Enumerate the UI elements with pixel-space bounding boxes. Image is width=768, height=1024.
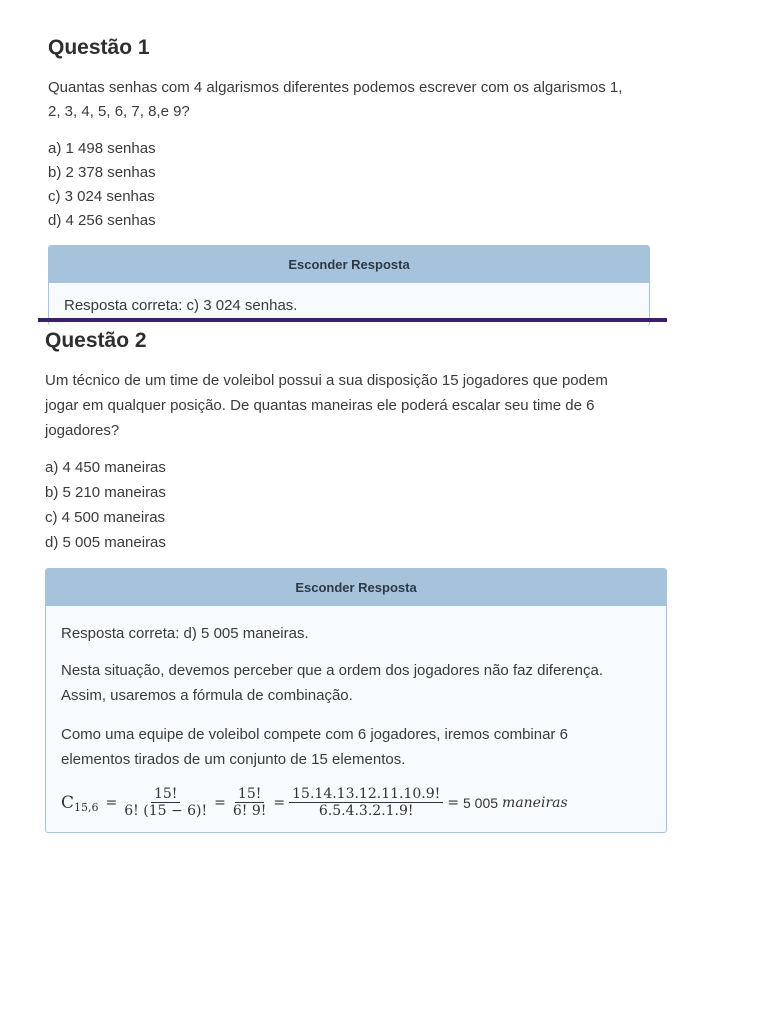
fraction-denominator: 6! 9!: [232, 803, 267, 819]
page-divider: [38, 318, 667, 322]
question-2-stem-line-3: jogadores?: [45, 422, 120, 439]
formula-equals: =: [447, 794, 459, 811]
combination-formula: [61, 786, 651, 819]
formula-fraction-2: [230, 786, 270, 819]
hide-answer-button[interactable]: Esconder Resposta: [49, 246, 649, 283]
question-2: [0, 324, 768, 844]
formula-equals: =: [105, 794, 118, 811]
explanation-2-line-1: Como uma equipe de voleibol compete com 6 jogadores, iremos combinar 6: [61, 726, 568, 743]
question-2-title: Questão 2: [45, 329, 147, 352]
fraction-denominator: 6.5.4.3.2.1.9!: [318, 803, 414, 819]
correct-answer-text: Resposta correta: c) 3 024 senhas.: [64, 297, 298, 314]
formula-equals: =: [214, 794, 226, 811]
option-b: b) 2 378 senhas: [48, 164, 156, 181]
correct-answer-text: Resposta correta: d) 5 005 maneiras.: [61, 625, 309, 642]
option-a: a) 4 450 maneiras: [45, 459, 166, 476]
explanation-2-line-2: elementos tirados de um conjunto de 15 elementos.: [61, 751, 406, 768]
question-2-stem-line-1: Um técnico de um time de voleibol possui a sua disposição 15 jogadores que podem: [45, 372, 608, 389]
explanation-1-line-1: Nesta situação, devemos perceber que a ordem dos jogadores não faz diferença.: [61, 662, 603, 679]
option-d: d) 4 256 senhas: [48, 212, 156, 229]
question-1-stem-line-1: Quantas senhas com 4 algarismos diferentes podemos escrever com os algarismos 1,: [48, 79, 623, 96]
option-c: c) 4 500 maneiras: [45, 509, 166, 526]
formula-subscript: 15,6: [74, 801, 99, 814]
question-2-stem: [45, 368, 645, 443]
fraction-numerator: 15!: [235, 786, 264, 803]
option-a: a) 1 498 senhas: [48, 140, 156, 157]
answer-body: [46, 621, 666, 819]
answer-panel: [45, 568, 667, 833]
formula-equals: =: [273, 794, 286, 811]
hide-answer-button[interactable]: Esconder Resposta: [46, 569, 666, 606]
question-1-title: Questão 1: [48, 36, 150, 59]
question-1-stem-line-2: 2, 3, 4, 5, 6, 7, 8,e 9?: [48, 103, 190, 120]
option-b: b) 5 210 maneiras: [45, 484, 166, 501]
option-c: c) 3 024 senhas: [48, 188, 155, 205]
question-1-stem: [48, 76, 648, 124]
answer-panel: [48, 245, 650, 326]
answer-body: [49, 297, 649, 314]
explanation-1-line-2: Assim, usaremos a fórmula de combinação.: [61, 687, 353, 704]
fraction-numerator: 15!: [151, 786, 180, 803]
question-1: [0, 0, 768, 322]
explanation-paragraph-2: [61, 722, 651, 772]
question-2-options: [45, 455, 166, 555]
explanation-paragraph-1: [61, 658, 651, 708]
option-d: d) 5 005 maneiras: [45, 534, 166, 551]
fraction-denominator: 6! (15 − 6)!: [124, 803, 208, 819]
fraction-numerator: 15.14.13.12.11.10.9!: [289, 786, 443, 803]
question-2-stem-line-2: jogar em qualquer posição. De quantas maneiras ele poderá escalar seu time de 6: [45, 397, 595, 414]
formula-result: 5 005: [463, 794, 499, 811]
question-1-options: [48, 137, 156, 233]
formula-unit: maneiras: [502, 794, 568, 811]
formula-fraction-1: [121, 786, 210, 819]
formula-fraction-3: [289, 786, 443, 819]
formula-symbol: C: [61, 792, 75, 813]
